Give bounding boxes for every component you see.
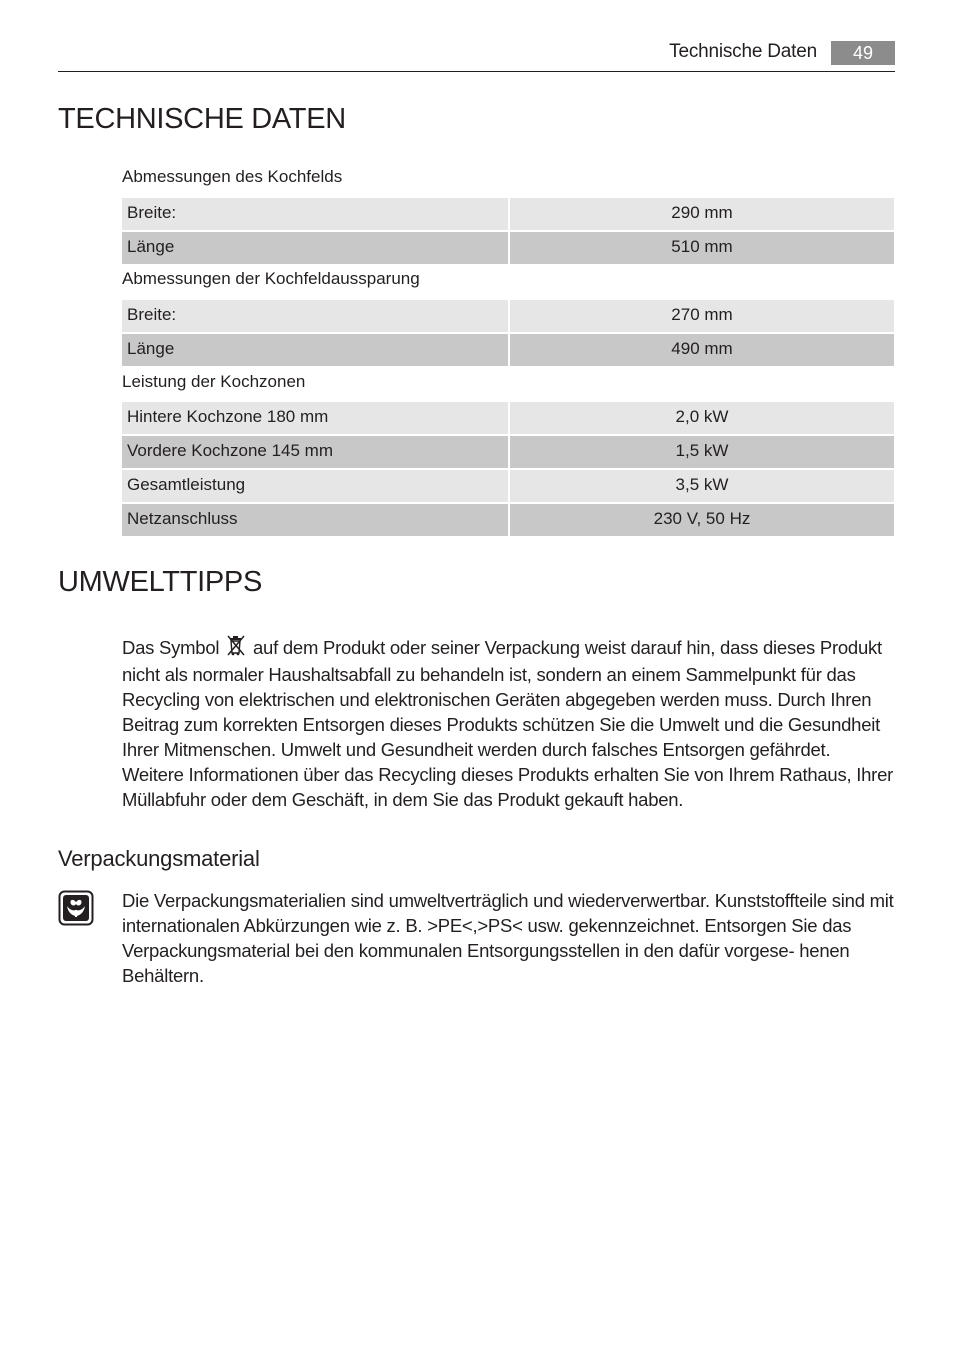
table-row — [122, 402, 894, 434]
paragraph-rest: auf dem Produkt oder seiner Verpackung weist darauf hin, dass dieses Produkt nicht als normaler Haushaltsabfall zu behandeln ist, sondern an einem Sammelpunkt für das Recycling von elektrischen und elektronischen Geräten abgegeben werden muss. Durch Ihren Beitrag zum korrekten Entsorgen dieses Produkts schützen Sie die Umwelt und die Gesundheit Ihrer Mitmenschen. Umwelt und Gesundheit werden durch falsches Entsorgen gefährdet. Weitere Informationen über das Recycling dieses Produkts erhalten Sie von Ihrem Rathaus, Ihrer Müllabfuhr oder dem Geschäft, in dem Sie das Produkt gekauft haben. — [122, 637, 894, 810]
row-value: 270 mm — [510, 300, 894, 332]
crossed-out-bin-icon — [226, 634, 246, 662]
row-label: Hintere Kochzone 180 mm — [122, 402, 508, 434]
weee-paragraph — [122, 634, 894, 812]
row-label: Länge — [122, 334, 508, 366]
group-label-zone-power: Leistung der Kochzonen — [122, 372, 306, 391]
page-header — [58, 38, 895, 72]
header-section-title: Technische Daten — [669, 41, 817, 62]
row-label: Länge — [122, 232, 508, 264]
row-label: Netzanschluss — [122, 504, 508, 536]
row-value: 230 V, 50 Hz — [510, 504, 894, 536]
row-value: 490 mm — [510, 334, 894, 366]
table-row — [122, 470, 894, 502]
row-label: Breite: — [122, 300, 508, 332]
row-label: Breite: — [122, 198, 508, 230]
row-value: 2,0 kW — [510, 402, 894, 434]
page-number: 49 — [831, 41, 895, 65]
group-label-hob-dimensions: Abmessungen des Kochfelds — [122, 167, 343, 186]
table-row — [122, 504, 894, 536]
row-value: 290 mm — [510, 198, 894, 230]
technical-data-heading: TECHNISCHE DATEN — [58, 103, 346, 135]
recycling-flower-icon — [58, 890, 94, 926]
table-row — [122, 300, 894, 332]
table-row — [122, 232, 894, 264]
table-row — [122, 436, 894, 468]
row-value: 1,5 kW — [510, 436, 894, 468]
environment-heading: UMWELTTIPPS — [58, 566, 263, 598]
table-row — [122, 334, 894, 366]
row-value: 510 mm — [510, 232, 894, 264]
packaging-paragraph: Die Verpackungsmaterialien sind umweltverträglich und wiederverwertbar. Kunststoffteile sind mit internationalen Abkürzungen wie z. B. >PE<,>PS< usw. gekennzeichnet. Entsorgen Sie das Verpackungsmaterial bei den kommunalen Entsorgungsstellen in den dafür vorgese- henen Behältern. — [122, 890, 894, 986]
group-label-cutout-dimensions: Abmessungen der Kochfeldaussparung — [122, 269, 420, 288]
table-row — [122, 198, 894, 230]
row-label: Vordere Kochzone 145 mm — [122, 436, 508, 468]
row-label: Gesamtleistung — [122, 470, 508, 502]
row-value: 3,5 kW — [510, 470, 894, 502]
paragraph-start: Das Symbol — [122, 637, 220, 658]
packaging-heading: Verpackungsmaterial — [58, 846, 260, 871]
